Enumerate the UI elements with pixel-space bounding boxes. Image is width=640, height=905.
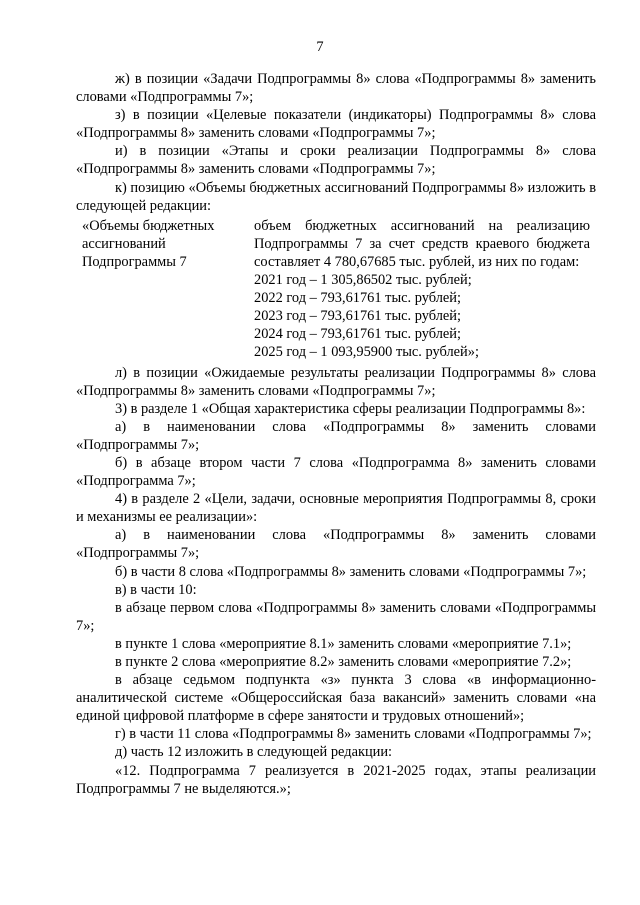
- paragraph-z: з) в позиции «Целевые показатели (индикаторы) Подпрограммы 8» слова «Подпрограммы 8» заменить словами «Подпрограммы 7»;: [76, 107, 596, 142]
- paragraph-12: «12. Подпрограмма 7 реализуется в 2021-2025 годах, этапы реализации Подпрограммы 7 не выделяются.»;: [76, 762, 596, 797]
- budget-year-2023: 2023 год – 793,61761 тыс. рублей;: [254, 308, 461, 325]
- budget-intro: объем бюджетных ассигнований на реализацию Подпрограммы 7 за счет средств краевого бюджета составляет 4 780,67685 тыс. рублей, из них по годам:: [254, 217, 590, 270]
- page-number: 7: [316, 39, 324, 55]
- budget-year-2021: 2021 год – 1 305,86502 тыс. рублей;: [254, 272, 472, 289]
- budget-table-value: [254, 217, 590, 362]
- paragraph-i: и) в позиции «Этапы и сроки реализации Подпрограммы 8» слова «Подпрограммы 8» заменить словами «Подпрограммы 7»;: [76, 143, 596, 178]
- paragraph-l: л) в позиции «Ожидаемые результаты реализации Подпрограммы 8» слова «Подпрограммы 8» заменить словами «Подпрограммы 7»;: [76, 364, 596, 399]
- paragraph-4v-4: в абзаце седьмом подпункта «з» пункта 3 слова «в информационно-аналитической системе «Общероссийская база вакансий» заменить словами «на единой цифровой платформе в сфере занятости и трудовых отношений»;: [76, 672, 596, 725]
- paragraph-3b: б) в абзаце втором части 7 слова «Подпрограмма 8» заменить словами «Подпрограмма 7»;: [76, 454, 596, 490]
- paragraph-4: 4) в разделе 2 «Цели, задачи, основные мероприятия Подпрограммы 8, сроки и механизмы ее реализации»:: [76, 491, 596, 526]
- paragraph-4v-1: в абзаце первом слова «Подпрограммы 8» заменить словами «Подпрограммы 7»;: [76, 599, 596, 634]
- budget-year-2022: 2022 год – 793,61761 тыс. рублей;: [254, 290, 461, 307]
- paragraph-4b: б) в части 8 слова «Подпрограммы 8» заменить словами «Подпрограммы 7»;: [115, 563, 587, 580]
- paragraph-4d: д) часть 12 изложить в следующей редакции:: [115, 744, 393, 761]
- budget-year-2025: 2025 год – 1 093,95900 тыс. рублей»;: [254, 344, 479, 361]
- paragraph-3: 3) в разделе 1 «Общая характеристика сферы реализации Подпрограммы 8»:: [115, 400, 586, 417]
- budget-table: [76, 217, 596, 362]
- budget-table-label: «Объемы бюджетных ассигнований Подпрограммы 7: [82, 217, 215, 270]
- paragraph-4v-2: в пункте 1 слова «мероприятие 8.1» заменить словами «мероприятие 7.1»;: [115, 635, 572, 652]
- paragraph-4v: в) в части 10:: [115, 581, 197, 598]
- document-body: [76, 70, 596, 798]
- paragraph-k: к) позицию «Объемы бюджетных ассигнований Подпрограммы 8» изложить в следующей редакции:: [76, 179, 596, 214]
- paragraph-3a: а) в наименовании слова «Подпрограммы 8» заменить словами «Подпрограммы 7»;: [76, 418, 596, 453]
- paragraph-4v-3: в пункте 2 слова «мероприятие 8.2» заменить словами «мероприятие 7.2»;: [115, 654, 572, 670]
- paragraph-zh: ж) в позиции «Задачи Подпрограммы 8» слова «Подпрограммы 8» заменить словами «Подпрограммы 7»;: [76, 71, 596, 106]
- paragraph-4g: г) в части 11 слова «Подпрограммы 8» заменить словами «Подпрограммы 7»;: [115, 726, 592, 743]
- budget-year-2024: 2024 год – 793,61761 тыс. рублей;: [254, 326, 461, 343]
- paragraph-4a: а) в наименовании слова «Подпрограммы 8» заменить словами «Подпрограммы 7»;: [76, 527, 596, 562]
